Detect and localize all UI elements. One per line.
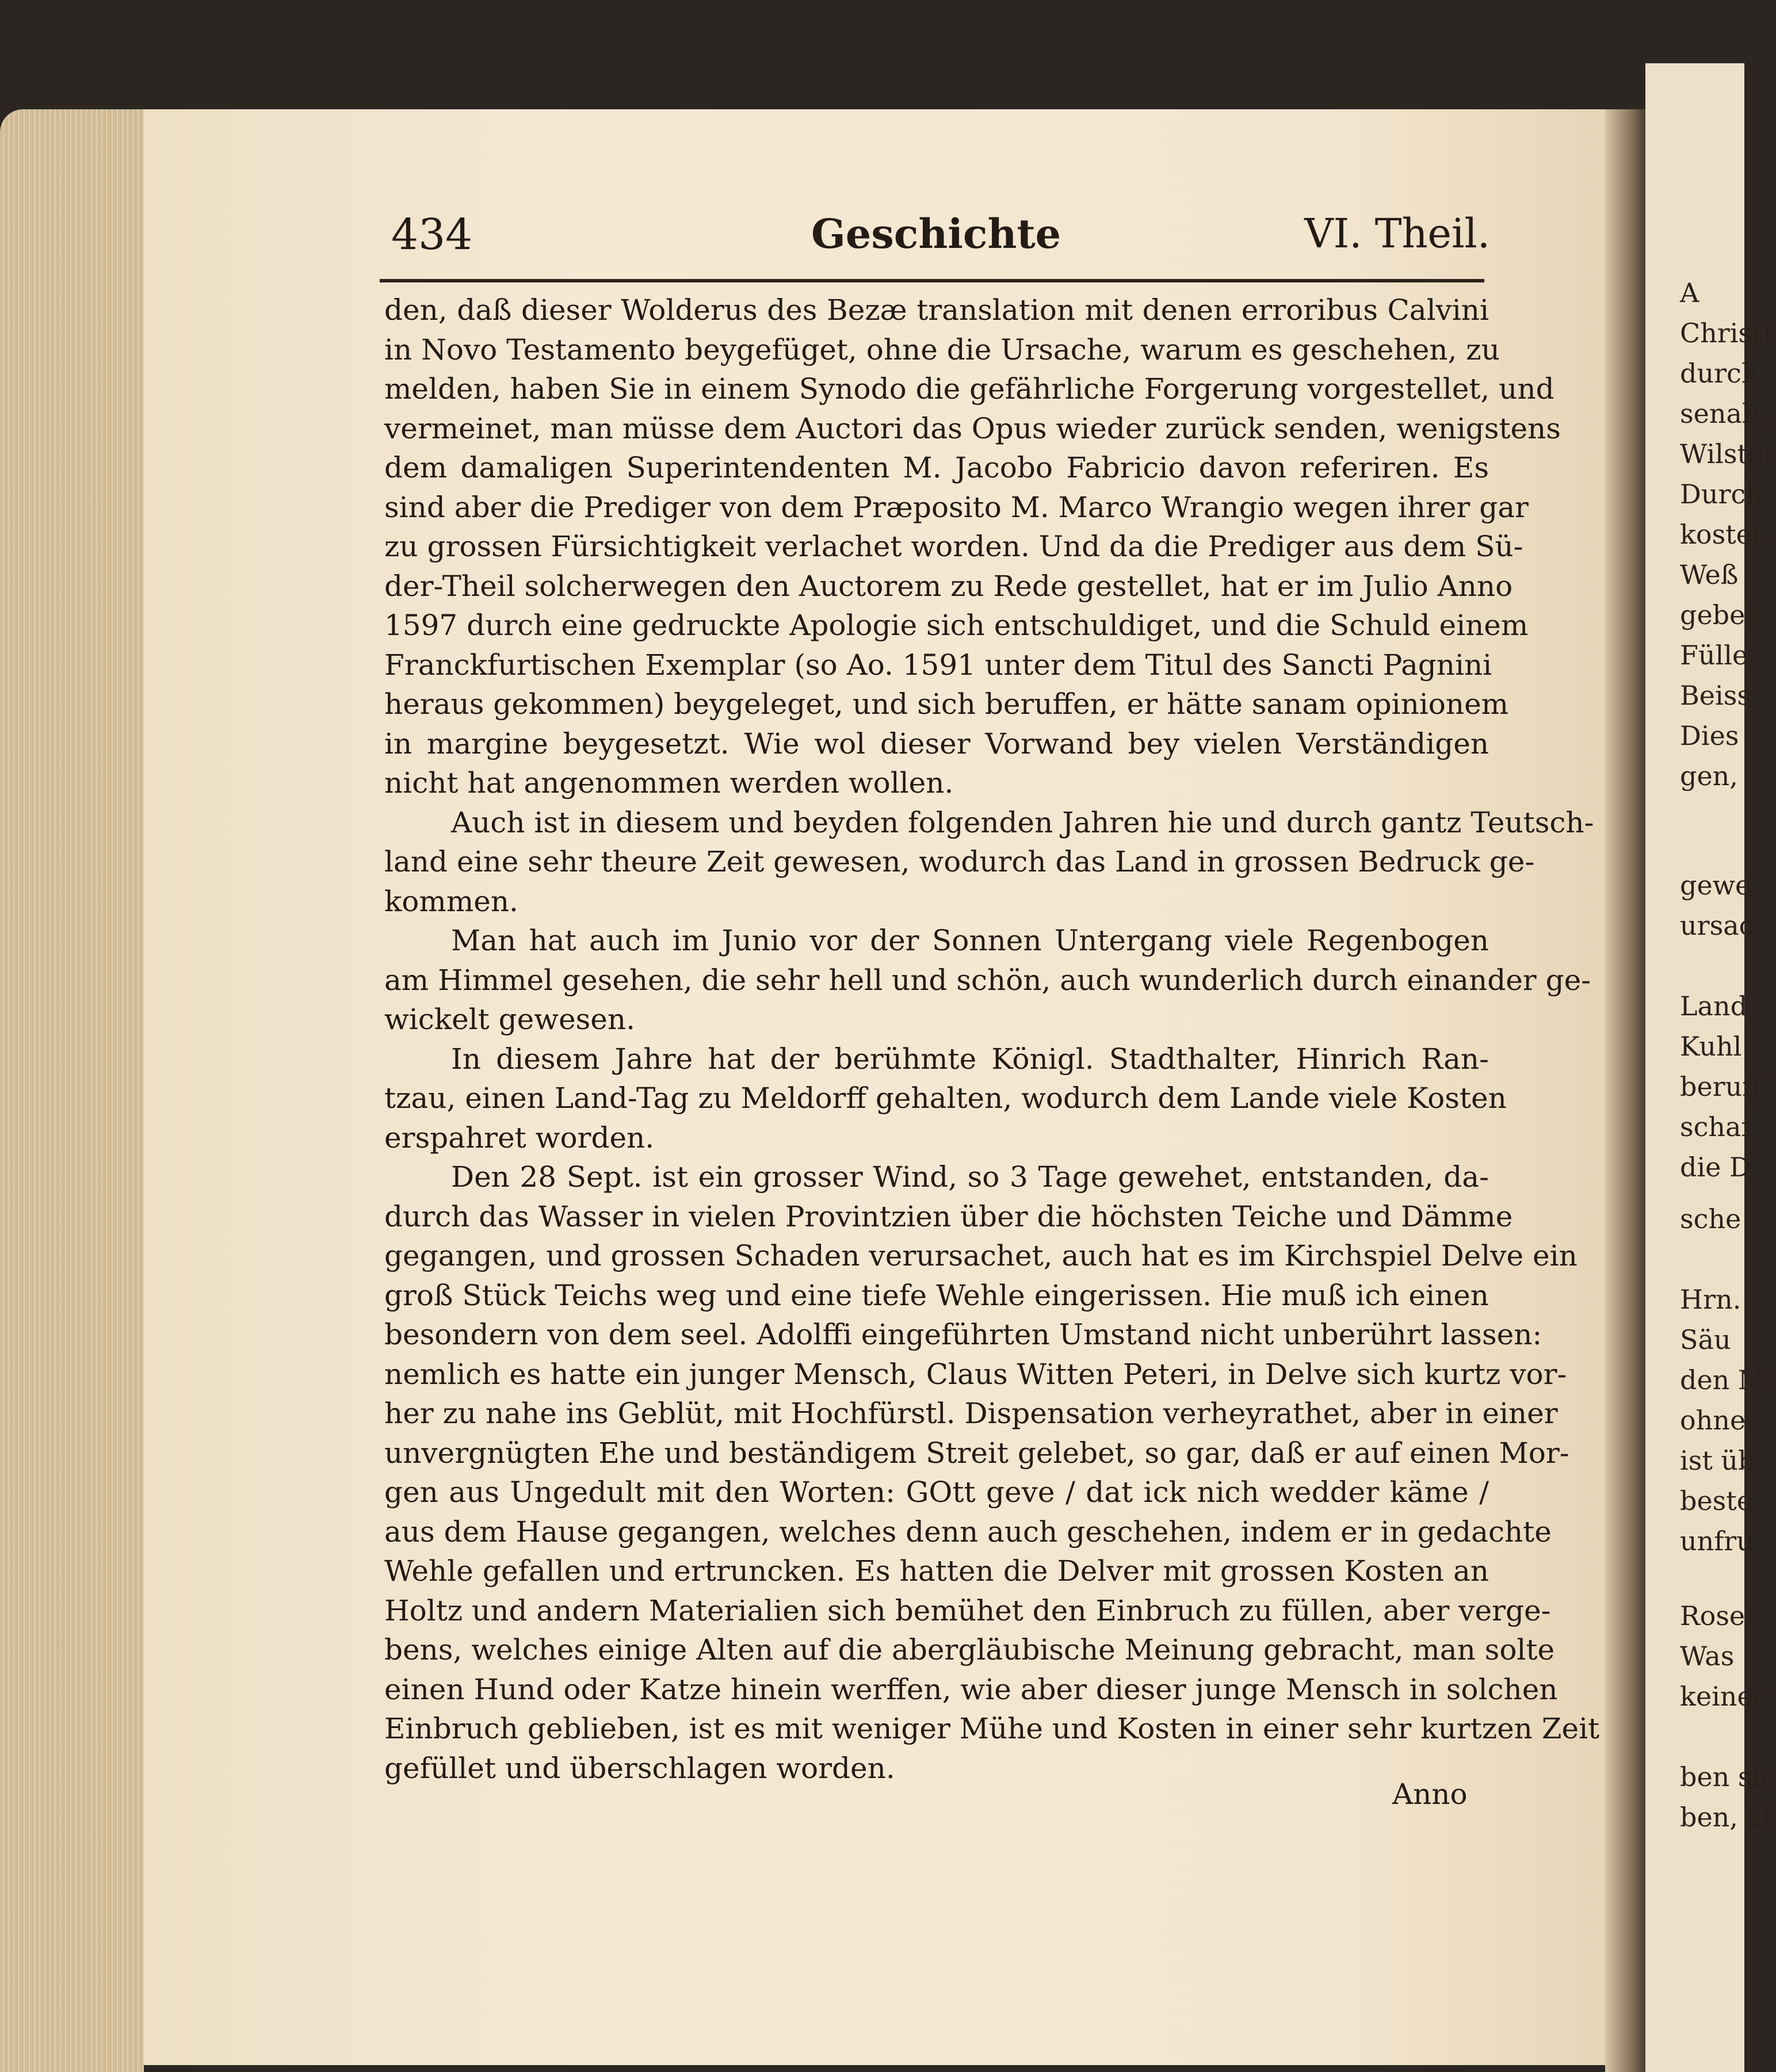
text-line: in margine beygesetzt. Wie wol dieser Vorwand bey vielen Verständigen — [384, 727, 1489, 760]
text-line: bens, welches einige Alten auf die abergläubische Meinung gebracht, man solte — [384, 1633, 1555, 1666]
facing-page-word: Dies — [1680, 720, 1739, 751]
facing-page-word: durch — [1680, 358, 1759, 389]
facing-page-word: senab, — [1680, 398, 1767, 429]
facing-page-word: ben sic — [1680, 1761, 1775, 1792]
facing-page-word: Beiss — [1680, 680, 1751, 711]
text-line: Einbruch geblieben, ist es mit weniger Mühe und Kosten in einer sehr kurtzen Zeit — [384, 1712, 1600, 1745]
text-line: Holtz und andern Materialien sich bemühet den Einbruch zu füllen, aber verge- — [384, 1593, 1551, 1627]
text-line: Den 28 Sept. ist ein grosser Wind, so 3 Tage gewehet, entstanden, da- — [451, 1160, 1489, 1194]
text-line: vermeinet, man müsse dem Auctori das Opus wieder zurück senden, wenigstens — [384, 411, 1561, 445]
text-line: durch das Wasser in vielen Provintzien über die höchsten Teiche und Dämme — [384, 1199, 1513, 1233]
catchword: Anno — [1392, 1777, 1468, 1811]
text-line: den, daß dieser Wolderus des Bezæ translation mit denen erroribus Calvini — [384, 293, 1489, 327]
text-line: gefüllet und überschlagen worden. — [384, 1751, 895, 1785]
text-line: der-Theil solcherwegen den Auctorem zu Rede gestellet, hat er im Julio Anno — [384, 569, 1513, 603]
text-line: am Himmel gesehen, die sehr hell und schön, auch wunderlich durch einander ge- — [384, 963, 1591, 997]
book-page-edges — [0, 109, 144, 2072]
facing-page-word: gen, — [1680, 760, 1738, 792]
text-line: Auch ist in diesem und beyden folgenden Jahren hie und durch gantz Teutsch- — [451, 805, 1594, 839]
facing-page-word: Rose — [1680, 1600, 1746, 1631]
paragraph — [384, 290, 1561, 803]
book-gutter — [1605, 109, 1645, 2072]
facing-page-word: Säu — [1680, 1324, 1731, 1355]
text-line: 1597 durch eine gedruckte Apologie sich entschuldiget, und die Schuld einem — [384, 609, 1529, 642]
text-line: gegangen, und grossen Schaden verursachet, auch hat es im Kirchspiel Delve ein — [384, 1239, 1578, 1272]
facing-page-word: Hrn. — [1680, 1284, 1741, 1315]
text-line: besondern von dem seel. Adolffi eingeführten Umstand nicht unberührt lassen: — [384, 1318, 1542, 1351]
paragraph — [384, 1039, 1507, 1158]
text-line: Franckfurtischen Exemplar (so Ao. 1591 unter dem Titul des Sancti Pagnini — [384, 648, 1492, 682]
paragraph — [384, 921, 1591, 1039]
facing-page-word: keiner — [1680, 1681, 1766, 1712]
text-line: In diesem Jahre hat der berühmte Königl. Stadthalter, Hinrich Ran- — [451, 1042, 1489, 1076]
facing-page-word: ursac — [1680, 910, 1754, 941]
text-line: nicht hat angenommen werden wollen. — [384, 766, 954, 800]
facing-page-word: kostet — [1680, 519, 1763, 550]
text-line: in Novo Testamento beygefüget, ohne die Ursache, warum es geschehen, zu — [384, 332, 1500, 366]
facing-page-word: Christi — [1680, 318, 1771, 349]
text-line: melden, haben Sie in einem Synodo die gefährliche Forgerung vorgestellet, und — [384, 372, 1555, 406]
facing-page-word: Durch — [1680, 479, 1763, 510]
text-line: heraus gekommen) beygeleget, und sich beruffen, er hätte sanam opinionem — [384, 687, 1509, 721]
facing-page-word: Kuhl — [1680, 1031, 1742, 1062]
running-header — [374, 204, 1490, 267]
facing-page-word: Wilster — [1680, 438, 1776, 469]
paragraph — [384, 1157, 1600, 1788]
text-line: nemlich es hatte ein junger Mensch, Claus Witten Peteri, in Delve sich kurtz vor- — [384, 1357, 1567, 1391]
text-line: aus dem Hause gegangen, welches denn auch geschehen, indem er in gedachte — [384, 1515, 1552, 1549]
facing-page-word: gebell — [1680, 599, 1762, 630]
page-number: 434 — [391, 210, 473, 259]
text-line: einen Hund oder Katze hinein werffen, wie aber dieser junge Mensch in solchen — [384, 1672, 1558, 1706]
facing-page-word: Weß — [1680, 559, 1739, 590]
text-line: Man hat auch im Junio vor der Sonnen Untergang viele Regenbogen — [451, 924, 1489, 957]
facing-page-word: die D — [1680, 1152, 1751, 1183]
facing-page-word: ohne — [1680, 1405, 1746, 1436]
facing-page-word: beruff — [1680, 1071, 1761, 1102]
running-title: Geschichte — [811, 210, 1061, 258]
facing-page-word: ist üb — [1680, 1445, 1755, 1476]
text-line: groß Stück Teichs weg und eine tiefe Wehle eingerissen. Hie muß ich einen — [384, 1278, 1489, 1312]
facing-page-word: sche — [1680, 1203, 1741, 1234]
text-line: kommen. — [384, 884, 518, 918]
header-rule — [380, 279, 1484, 282]
facing-page-word: Fülle — [1680, 640, 1748, 671]
facing-page-word: den M — [1680, 1364, 1766, 1396]
facing-page-word: Was — [1680, 1641, 1735, 1672]
text-line: zu grossen Fürsichtigkeit verlachet worden. Und da die Prediger aus dem Sü- — [384, 530, 1523, 563]
part-label: VI. Theil. — [1304, 210, 1490, 257]
facing-page-word: beste — [1680, 1485, 1752, 1516]
facing-page-word: Land — [1680, 991, 1748, 1022]
facing-page-word: schaf — [1680, 1111, 1751, 1142]
facing-page-word: unfru — [1680, 1526, 1754, 1557]
body-text — [384, 290, 1600, 1788]
text-line: sind aber die Prediger von dem Præposito M. Marco Wrangio wegen ihrer gar — [384, 490, 1529, 524]
facing-page-fragment — [1645, 63, 1776, 2072]
text-line: gen aus Ungedult mit den Worten: GOtt geve / dat ick nich wedder käme / — [384, 1475, 1489, 1509]
facing-page-word: A — [1680, 277, 1699, 308]
text-line: erspahret worden. — [384, 1121, 655, 1154]
text-line: dem damaligen Superintendenten M. Jacobo Fabricio davon referiren. Es — [384, 451, 1489, 484]
facing-page-word: gewe — [1680, 870, 1751, 901]
text-line: land eine sehr theure Zeit gewesen, wodurch das Land in grossen Bedruck ge- — [384, 845, 1535, 878]
paragraph — [384, 803, 1594, 922]
text-line: her zu nahe ins Geblüt, mit Hochfürstl. Dispensation verheyrathet, aber in einer — [384, 1397, 1558, 1430]
text-line: unvergnügten Ehe und beständigem Streit gelebet, so gar, daß er auf einen Mor- — [384, 1436, 1569, 1470]
text-line: tzau, einen Land-Tag zu Meldorff gehalten, wodurch dem Lande viele Kosten — [384, 1081, 1507, 1115]
text-line: wickelt gewesen. — [384, 1003, 635, 1036]
facing-page-word: ben, al — [1680, 1802, 1771, 1833]
text-line: Wehle gefallen und ertruncken. Es hatten die Delver mit grossen Kosten an — [384, 1554, 1489, 1588]
